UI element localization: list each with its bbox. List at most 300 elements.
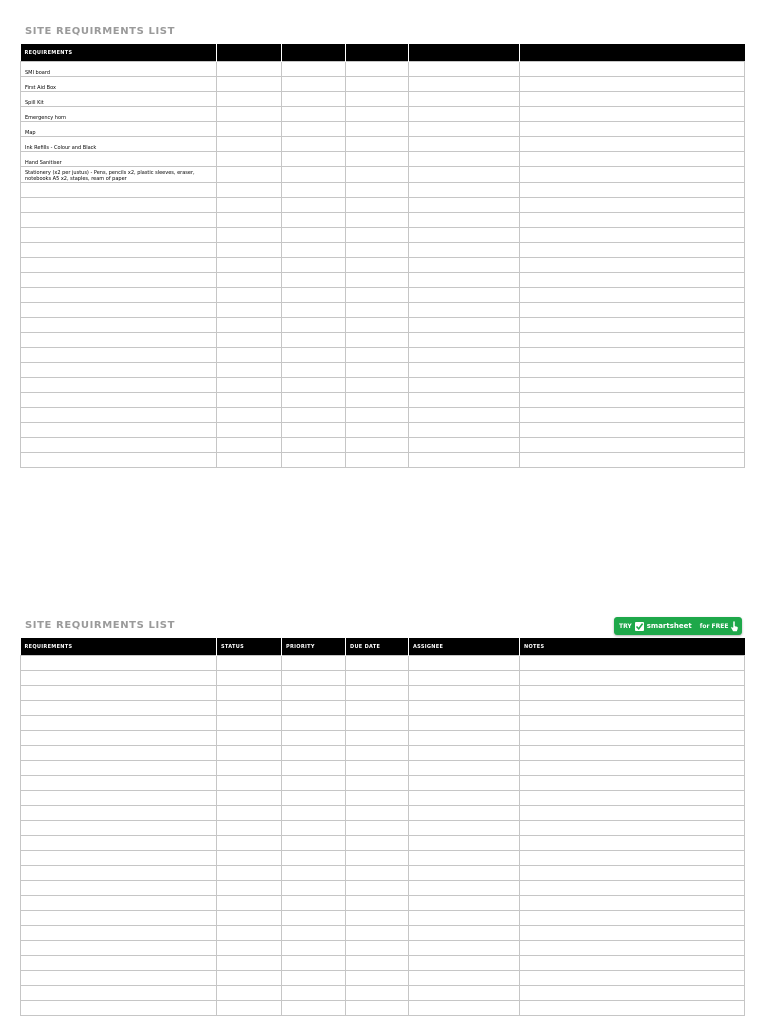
table-cell[interactable]	[409, 258, 520, 273]
table-cell[interactable]	[217, 423, 282, 438]
table-cell[interactable]	[520, 881, 745, 896]
table-cell[interactable]	[282, 453, 346, 468]
table-cell[interactable]	[282, 378, 346, 393]
table-cell[interactable]	[282, 348, 346, 363]
table-cell[interactable]	[282, 288, 346, 303]
table-cell[interactable]: Ink Refills - Colour and Black	[21, 137, 217, 152]
table-cell[interactable]	[282, 851, 346, 866]
table-cell[interactable]	[346, 303, 409, 318]
table-cell[interactable]	[346, 228, 409, 243]
table-cell[interactable]	[409, 438, 520, 453]
table-cell[interactable]	[520, 986, 745, 1001]
table-cell[interactable]	[282, 62, 346, 77]
table-cell[interactable]	[520, 243, 745, 258]
table-cell[interactable]	[520, 716, 745, 731]
table-cell[interactable]	[346, 791, 409, 806]
table-cell[interactable]	[520, 167, 745, 183]
table-cell[interactable]	[282, 761, 346, 776]
table-cell[interactable]	[217, 183, 282, 198]
table-cell[interactable]	[217, 198, 282, 213]
table-cell[interactable]	[282, 77, 346, 92]
table-cell[interactable]	[346, 926, 409, 941]
table-cell[interactable]	[21, 761, 217, 776]
table-cell[interactable]	[520, 303, 745, 318]
table-cell[interactable]	[217, 791, 282, 806]
table-cell[interactable]	[520, 318, 745, 333]
table-cell[interactable]	[217, 107, 282, 122]
table-cell[interactable]	[520, 836, 745, 851]
table-cell[interactable]	[217, 701, 282, 716]
table-cell[interactable]	[346, 77, 409, 92]
table-cell[interactable]	[409, 303, 520, 318]
table-cell[interactable]	[21, 303, 217, 318]
table-cell[interactable]	[409, 941, 520, 956]
table-cell[interactable]	[520, 288, 745, 303]
table-cell[interactable]	[282, 318, 346, 333]
table-cell[interactable]	[409, 896, 520, 911]
table-cell[interactable]	[409, 348, 520, 363]
table-cell[interactable]	[217, 836, 282, 851]
table-cell[interactable]	[282, 213, 346, 228]
table-cell[interactable]	[520, 333, 745, 348]
table-cell[interactable]	[346, 453, 409, 468]
table-cell[interactable]	[217, 746, 282, 761]
table-cell[interactable]	[21, 746, 217, 761]
table-cell[interactable]	[409, 107, 520, 122]
table-cell[interactable]	[346, 122, 409, 137]
table-cell[interactable]	[282, 303, 346, 318]
table-cell[interactable]	[217, 986, 282, 1001]
table-cell[interactable]	[346, 137, 409, 152]
table-cell[interactable]	[346, 438, 409, 453]
table-cell[interactable]	[409, 776, 520, 791]
table-cell[interactable]	[346, 183, 409, 198]
table-cell[interactable]	[282, 363, 346, 378]
table-cell[interactable]	[346, 318, 409, 333]
table-cell[interactable]	[409, 956, 520, 971]
table-cell[interactable]	[409, 198, 520, 213]
table-cell[interactable]	[409, 77, 520, 92]
table-cell[interactable]	[217, 333, 282, 348]
table-cell[interactable]	[282, 821, 346, 836]
table-cell[interactable]	[217, 213, 282, 228]
table-cell[interactable]	[282, 806, 346, 821]
table-cell[interactable]	[520, 198, 745, 213]
table-cell[interactable]	[282, 656, 346, 671]
table-cell[interactable]	[217, 806, 282, 821]
table-cell[interactable]	[520, 896, 745, 911]
table-cell[interactable]	[520, 686, 745, 701]
table-cell[interactable]	[282, 228, 346, 243]
table-cell[interactable]	[217, 378, 282, 393]
table-cell[interactable]	[282, 408, 346, 423]
table-cell[interactable]	[346, 423, 409, 438]
table-cell[interactable]	[409, 806, 520, 821]
table-cell[interactable]	[21, 776, 217, 791]
table-cell[interactable]	[409, 62, 520, 77]
table-cell[interactable]	[346, 941, 409, 956]
table-cell[interactable]	[21, 363, 217, 378]
table-cell[interactable]: First Aid Box	[21, 77, 217, 92]
table-cell[interactable]	[520, 152, 745, 167]
table-cell[interactable]	[21, 716, 217, 731]
table-cell[interactable]	[520, 1001, 745, 1016]
table-cell[interactable]	[282, 746, 346, 761]
table-cell[interactable]	[409, 746, 520, 761]
table-cell[interactable]	[520, 866, 745, 881]
table-cell[interactable]	[282, 122, 346, 137]
table-cell[interactable]	[21, 941, 217, 956]
table-cell[interactable]	[346, 866, 409, 881]
table-cell[interactable]	[217, 303, 282, 318]
table-cell[interactable]	[520, 77, 745, 92]
table-cell[interactable]	[282, 956, 346, 971]
table-cell[interactable]	[282, 776, 346, 791]
table-cell[interactable]	[409, 273, 520, 288]
table-cell[interactable]	[520, 273, 745, 288]
table-cell[interactable]	[282, 986, 346, 1001]
table-cell[interactable]	[282, 152, 346, 167]
table-cell[interactable]	[217, 941, 282, 956]
table-cell[interactable]	[409, 333, 520, 348]
table-cell[interactable]	[409, 791, 520, 806]
table-cell[interactable]	[282, 836, 346, 851]
table-cell[interactable]	[520, 423, 745, 438]
table-cell[interactable]	[346, 107, 409, 122]
table-cell[interactable]	[21, 971, 217, 986]
table-cell[interactable]	[217, 318, 282, 333]
table-cell[interactable]	[21, 731, 217, 746]
table-cell[interactable]	[520, 821, 745, 836]
table-cell[interactable]	[21, 453, 217, 468]
table-cell[interactable]	[21, 333, 217, 348]
table-cell[interactable]	[282, 716, 346, 731]
table-cell[interactable]	[21, 243, 217, 258]
table-cell[interactable]	[282, 701, 346, 716]
table-cell[interactable]	[409, 228, 520, 243]
table-cell[interactable]	[520, 761, 745, 776]
table-cell[interactable]	[21, 911, 217, 926]
table-cell[interactable]	[217, 911, 282, 926]
table-cell[interactable]	[21, 671, 217, 686]
table-cell[interactable]	[409, 701, 520, 716]
table-cell[interactable]: SMI board	[21, 62, 217, 77]
table-cell[interactable]	[217, 258, 282, 273]
table-cell[interactable]	[21, 686, 217, 701]
table-cell[interactable]	[217, 776, 282, 791]
table-cell[interactable]	[21, 408, 217, 423]
table-cell[interactable]	[346, 956, 409, 971]
table-cell[interactable]	[346, 1001, 409, 1016]
table-cell[interactable]	[282, 183, 346, 198]
table-cell[interactable]	[282, 731, 346, 746]
table-cell[interactable]	[346, 408, 409, 423]
table-cell[interactable]	[282, 107, 346, 122]
table-cell[interactable]	[346, 851, 409, 866]
table-cell[interactable]	[520, 363, 745, 378]
try-smartsheet-button[interactable]	[614, 617, 742, 635]
table-cell[interactable]	[346, 167, 409, 183]
table-cell[interactable]	[217, 866, 282, 881]
table-cell[interactable]	[409, 152, 520, 167]
table-cell[interactable]	[520, 453, 745, 468]
table-cell[interactable]	[217, 408, 282, 423]
table-cell[interactable]	[409, 408, 520, 423]
table-cell[interactable]	[409, 971, 520, 986]
table-cell[interactable]: Spill Kit	[21, 92, 217, 107]
table-cell[interactable]	[217, 228, 282, 243]
table-cell[interactable]	[409, 686, 520, 701]
table-cell[interactable]	[282, 941, 346, 956]
table-cell[interactable]	[409, 656, 520, 671]
table-cell[interactable]	[21, 183, 217, 198]
table-cell[interactable]	[346, 258, 409, 273]
table-cell[interactable]	[520, 107, 745, 122]
table-cell[interactable]	[520, 791, 745, 806]
table-cell[interactable]	[346, 671, 409, 686]
table-cell[interactable]	[520, 62, 745, 77]
table-cell[interactable]	[21, 881, 217, 896]
table-cell[interactable]	[520, 228, 745, 243]
table-cell[interactable]	[21, 213, 217, 228]
table-cell[interactable]	[409, 881, 520, 896]
table-cell[interactable]	[21, 956, 217, 971]
table-cell[interactable]	[21, 821, 217, 836]
table-cell[interactable]	[409, 821, 520, 836]
table-cell[interactable]	[346, 911, 409, 926]
table-cell[interactable]	[217, 348, 282, 363]
table-cell[interactable]	[409, 671, 520, 686]
table-cell[interactable]	[520, 671, 745, 686]
table-cell[interactable]	[282, 438, 346, 453]
table-cell[interactable]	[21, 656, 217, 671]
table-cell[interactable]	[520, 408, 745, 423]
table-cell[interactable]	[21, 1001, 217, 1016]
table-cell[interactable]	[21, 896, 217, 911]
table-cell[interactable]	[217, 926, 282, 941]
table-cell[interactable]	[282, 137, 346, 152]
table-cell[interactable]	[21, 836, 217, 851]
table-cell[interactable]	[21, 926, 217, 941]
table-cell[interactable]	[346, 776, 409, 791]
table-cell[interactable]	[21, 806, 217, 821]
table-cell[interactable]	[520, 731, 745, 746]
table-cell[interactable]	[520, 348, 745, 363]
table-cell[interactable]	[346, 273, 409, 288]
table-cell[interactable]	[520, 213, 745, 228]
table-cell[interactable]	[409, 318, 520, 333]
table-cell[interactable]	[217, 92, 282, 107]
table-cell[interactable]	[409, 716, 520, 731]
table-cell[interactable]	[282, 671, 346, 686]
table-cell[interactable]	[282, 273, 346, 288]
table-cell[interactable]	[520, 926, 745, 941]
table-cell[interactable]	[282, 686, 346, 701]
table-cell[interactable]	[346, 806, 409, 821]
table-cell[interactable]	[409, 183, 520, 198]
table-cell[interactable]	[217, 77, 282, 92]
table-cell[interactable]	[346, 378, 409, 393]
table-cell[interactable]	[282, 423, 346, 438]
table-cell[interactable]	[21, 228, 217, 243]
table-cell[interactable]	[520, 956, 745, 971]
table-cell[interactable]	[520, 851, 745, 866]
table-cell[interactable]	[282, 791, 346, 806]
table-cell[interactable]	[217, 716, 282, 731]
table-cell[interactable]	[409, 986, 520, 1001]
table-cell[interactable]	[409, 866, 520, 881]
table-cell[interactable]	[409, 243, 520, 258]
table-cell[interactable]	[217, 851, 282, 866]
table-cell[interactable]	[520, 911, 745, 926]
table-cell[interactable]	[346, 761, 409, 776]
table-cell[interactable]	[282, 243, 346, 258]
table-cell[interactable]	[217, 671, 282, 686]
table-cell[interactable]	[520, 393, 745, 408]
table-cell[interactable]	[21, 273, 217, 288]
table-cell[interactable]	[217, 167, 282, 183]
table-cell[interactable]	[282, 926, 346, 941]
table-cell[interactable]	[346, 986, 409, 1001]
table-cell[interactable]	[346, 198, 409, 213]
table-cell[interactable]	[21, 378, 217, 393]
table-cell[interactable]	[346, 731, 409, 746]
table-cell[interactable]	[21, 423, 217, 438]
table-cell[interactable]: Stationery (x2 per justus) - Pens, pencils x2, plastic sleeves, eraser, notebooks A5 x2, staples, ream of paper	[21, 167, 217, 183]
table-cell[interactable]	[346, 686, 409, 701]
table-cell[interactable]	[217, 122, 282, 137]
table-cell[interactable]	[217, 137, 282, 152]
table-cell[interactable]	[21, 258, 217, 273]
table-cell[interactable]	[409, 423, 520, 438]
table-cell[interactable]	[346, 62, 409, 77]
table-cell[interactable]	[217, 152, 282, 167]
table-cell[interactable]	[217, 288, 282, 303]
table-cell[interactable]	[217, 971, 282, 986]
table-cell[interactable]	[520, 378, 745, 393]
table-cell[interactable]	[346, 288, 409, 303]
table-cell[interactable]	[346, 701, 409, 716]
table-cell[interactable]: Hand Sanitiser	[21, 152, 217, 167]
table-cell[interactable]	[409, 393, 520, 408]
table-cell[interactable]	[520, 92, 745, 107]
table-cell[interactable]: Map	[21, 122, 217, 137]
table-cell[interactable]	[346, 881, 409, 896]
table-cell[interactable]	[520, 137, 745, 152]
table-cell[interactable]	[282, 167, 346, 183]
table-cell[interactable]	[346, 348, 409, 363]
table-cell[interactable]	[409, 288, 520, 303]
table-cell[interactable]	[282, 198, 346, 213]
table-cell[interactable]	[217, 438, 282, 453]
table-cell[interactable]	[282, 393, 346, 408]
table-cell[interactable]	[21, 701, 217, 716]
table-cell[interactable]	[520, 971, 745, 986]
table-cell[interactable]	[409, 1001, 520, 1016]
table-cell[interactable]	[282, 333, 346, 348]
table-cell[interactable]	[21, 791, 217, 806]
table-cell[interactable]	[409, 851, 520, 866]
table-cell[interactable]	[409, 761, 520, 776]
table-cell[interactable]	[346, 656, 409, 671]
table-cell[interactable]	[217, 453, 282, 468]
table-cell[interactable]	[217, 656, 282, 671]
table-cell[interactable]	[217, 1001, 282, 1016]
table-cell[interactable]	[217, 393, 282, 408]
table-cell[interactable]	[520, 183, 745, 198]
table-cell[interactable]	[346, 836, 409, 851]
table-cell[interactable]	[217, 956, 282, 971]
table-cell[interactable]	[21, 348, 217, 363]
table-cell[interactable]	[520, 122, 745, 137]
table-cell[interactable]	[409, 167, 520, 183]
table-cell[interactable]	[346, 896, 409, 911]
table-cell[interactable]	[346, 363, 409, 378]
table-cell[interactable]	[217, 896, 282, 911]
table-cell[interactable]	[21, 851, 217, 866]
table-cell[interactable]	[217, 363, 282, 378]
table-cell[interactable]	[21, 393, 217, 408]
table-cell[interactable]	[409, 453, 520, 468]
table-cell[interactable]	[346, 92, 409, 107]
table-cell[interactable]	[282, 911, 346, 926]
table-cell[interactable]: Emergency horn	[21, 107, 217, 122]
table-cell[interactable]	[346, 243, 409, 258]
table-cell[interactable]	[282, 92, 346, 107]
table-cell[interactable]	[282, 1001, 346, 1016]
table-cell[interactable]	[409, 92, 520, 107]
table-cell[interactable]	[409, 378, 520, 393]
table-cell[interactable]	[21, 438, 217, 453]
table-cell[interactable]	[346, 746, 409, 761]
table-cell[interactable]	[346, 333, 409, 348]
table-cell[interactable]	[520, 258, 745, 273]
table-cell[interactable]	[217, 62, 282, 77]
table-cell[interactable]	[21, 986, 217, 1001]
table-cell[interactable]	[217, 881, 282, 896]
table-cell[interactable]	[346, 213, 409, 228]
table-cell[interactable]	[409, 137, 520, 152]
table-cell[interactable]	[217, 821, 282, 836]
table-cell[interactable]	[520, 656, 745, 671]
table-cell[interactable]	[409, 122, 520, 137]
table-cell[interactable]	[346, 971, 409, 986]
table-cell[interactable]	[21, 288, 217, 303]
table-cell[interactable]	[409, 731, 520, 746]
table-cell[interactable]	[409, 911, 520, 926]
table-cell[interactable]	[282, 971, 346, 986]
table-cell[interactable]	[282, 866, 346, 881]
table-cell[interactable]	[409, 213, 520, 228]
table-cell[interactable]	[282, 881, 346, 896]
table-cell[interactable]	[21, 318, 217, 333]
table-cell[interactable]	[282, 896, 346, 911]
table-cell[interactable]	[409, 363, 520, 378]
table-cell[interactable]	[520, 438, 745, 453]
table-cell[interactable]	[217, 761, 282, 776]
table-cell[interactable]	[217, 273, 282, 288]
table-cell[interactable]	[21, 198, 217, 213]
table-cell[interactable]	[520, 776, 745, 791]
table-cell[interactable]	[346, 821, 409, 836]
table-cell[interactable]	[346, 393, 409, 408]
table-cell[interactable]	[21, 866, 217, 881]
table-cell[interactable]	[520, 701, 745, 716]
table-cell[interactable]	[217, 686, 282, 701]
table-cell[interactable]	[409, 836, 520, 851]
table-cell[interactable]	[346, 152, 409, 167]
table-cell[interactable]	[520, 746, 745, 761]
